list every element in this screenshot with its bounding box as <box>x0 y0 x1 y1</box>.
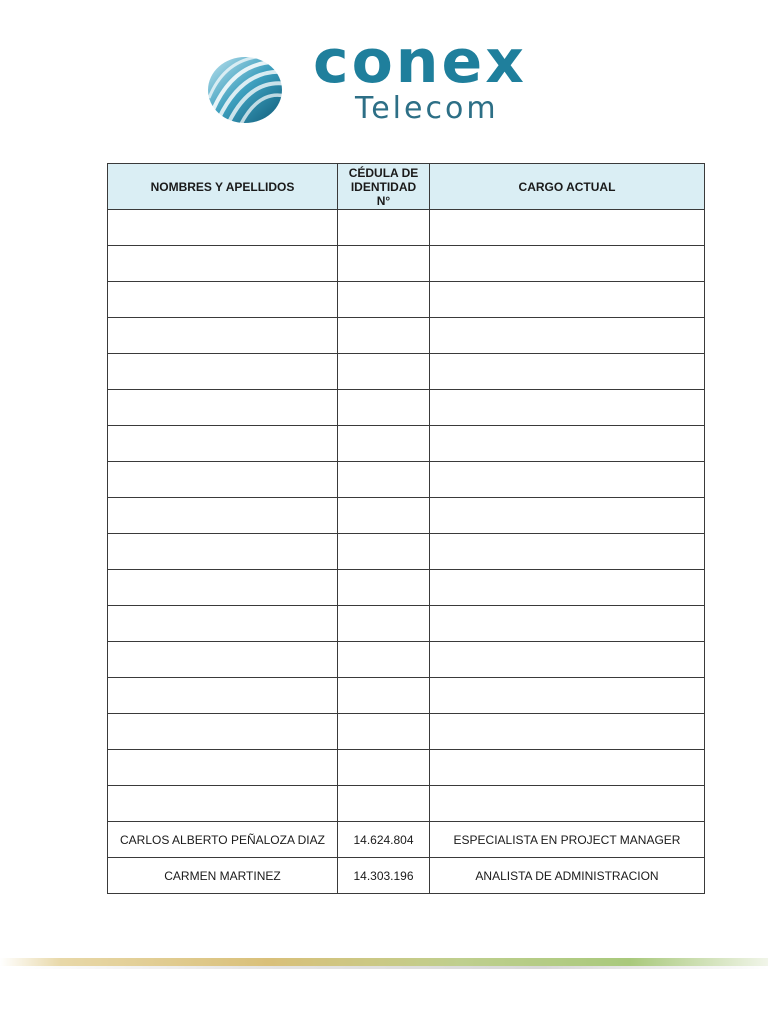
cell-cargo: ANALISTA DE ADMINISTRACION <box>430 858 705 894</box>
table-row <box>108 714 705 750</box>
table-row <box>108 426 705 462</box>
cell-name <box>108 390 338 426</box>
header-cedula-label: CÉDULA DE IDENTIDAD N° <box>348 165 419 208</box>
globe-swirl-icon <box>205 50 315 130</box>
table-row <box>108 750 705 786</box>
cell-cedula <box>338 570 430 606</box>
cell-cargo <box>430 318 705 354</box>
table-row <box>108 678 705 714</box>
cell-cedula <box>338 714 430 750</box>
table-row <box>108 318 705 354</box>
cell-cargo <box>430 678 705 714</box>
cell-name <box>108 498 338 534</box>
cell-cargo <box>430 390 705 426</box>
cell-cargo: ESPECIALISTA EN PROJECT MANAGER <box>430 822 705 858</box>
cell-name <box>108 282 338 318</box>
cell-cedula <box>338 390 430 426</box>
header-name-label: NOMBRES Y APELLIDOS <box>150 179 295 194</box>
cell-name <box>108 534 338 570</box>
cell-cargo <box>430 354 705 390</box>
company-logo <box>205 27 605 130</box>
cell-name <box>108 750 338 786</box>
cell-cedula <box>338 498 430 534</box>
cell-cedula: 14.624.804 <box>338 822 430 858</box>
cell-name <box>108 678 338 714</box>
table-row <box>108 606 705 642</box>
logo-subtitle: Telecom <box>355 91 499 126</box>
cell-cedula <box>338 642 430 678</box>
cell-cargo <box>430 570 705 606</box>
header-cedula <box>338 164 430 210</box>
cell-name <box>108 246 338 282</box>
header-cargo-label: CARGO ACTUAL <box>518 179 616 194</box>
table-header-row <box>108 164 705 210</box>
logo-wordmark: conex <box>313 27 527 97</box>
table-row <box>108 210 705 246</box>
cell-cargo <box>430 246 705 282</box>
cell-cedula <box>338 534 430 570</box>
cell-cedula <box>338 282 430 318</box>
cell-name <box>108 606 338 642</box>
cell-cedula <box>338 246 430 282</box>
header-cargo <box>430 164 705 210</box>
cell-cargo <box>430 606 705 642</box>
cell-cargo <box>430 498 705 534</box>
cell-cargo <box>430 282 705 318</box>
table-row <box>108 246 705 282</box>
table-row <box>108 570 705 606</box>
cell-cedula <box>338 354 430 390</box>
cell-name <box>108 570 338 606</box>
cell-cargo <box>430 426 705 462</box>
cell-name <box>108 426 338 462</box>
cell-cargo <box>430 462 705 498</box>
table-row <box>108 354 705 390</box>
table-row <box>108 642 705 678</box>
cell-cedula <box>338 426 430 462</box>
table-row <box>108 282 705 318</box>
cell-cargo <box>430 534 705 570</box>
cell-name <box>108 786 338 822</box>
cell-name <box>108 714 338 750</box>
cell-name <box>108 210 338 246</box>
cell-name <box>108 318 338 354</box>
cell-name: CARLOS ALBERTO PEÑALOZA DIAZ <box>108 822 338 858</box>
cell-cedula <box>338 462 430 498</box>
cell-cargo <box>430 750 705 786</box>
cell-cargo <box>430 714 705 750</box>
cell-cedula <box>338 318 430 354</box>
cell-cedula: 14.303.196 <box>338 858 430 894</box>
header-name <box>108 164 338 210</box>
cell-cedula <box>338 786 430 822</box>
cell-name <box>108 354 338 390</box>
cell-cargo <box>430 210 705 246</box>
cell-cedula <box>338 678 430 714</box>
cell-cedula <box>338 210 430 246</box>
cell-name <box>108 462 338 498</box>
table-row <box>108 498 705 534</box>
footer-shadow-stripe <box>20 966 768 969</box>
table-row <box>108 462 705 498</box>
table-row <box>108 786 705 822</box>
cell-name: CARMEN MARTINEZ <box>108 858 338 894</box>
footer-stripe <box>0 958 768 966</box>
cell-cargo <box>430 642 705 678</box>
cell-cargo <box>430 786 705 822</box>
cell-name <box>108 642 338 678</box>
table-row <box>108 390 705 426</box>
personnel-table <box>107 163 705 894</box>
table-row <box>108 822 705 858</box>
table-row <box>108 858 705 894</box>
cell-cedula <box>338 606 430 642</box>
table-row <box>108 534 705 570</box>
cell-cedula <box>338 750 430 786</box>
